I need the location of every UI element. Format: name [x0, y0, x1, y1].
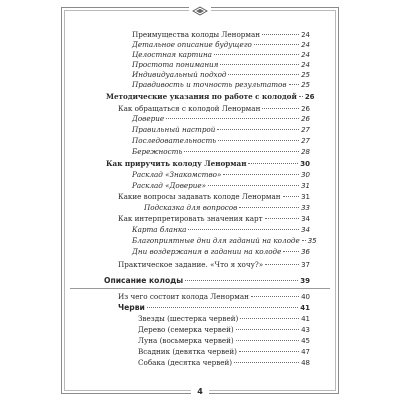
toc-entry[interactable]	[132, 236, 317, 245]
toc-entry[interactable]	[118, 292, 310, 301]
toc-entry-page: 26	[304, 93, 315, 101]
toc-entry-title: Карта бланка	[132, 225, 187, 234]
toc-leader	[254, 44, 299, 45]
toc-entry[interactable]	[132, 30, 310, 39]
toc-entry-page: 27	[301, 137, 310, 145]
toc-entry-page: 41	[300, 304, 310, 312]
toc-entry-page: 35	[307, 237, 317, 245]
toc-entry-title: Дерево (семерка червей)	[138, 325, 234, 334]
toc-section-heading[interactable]	[104, 276, 310, 286]
toc-leader	[248, 163, 298, 164]
toc-entry[interactable]	[118, 260, 310, 269]
toc-entry-page: 28	[301, 148, 310, 156]
toc-entry[interactable]	[118, 104, 310, 113]
toc-entry-title: Преимущества колоды Ленорман	[132, 30, 261, 39]
toc-leader	[220, 64, 299, 65]
toc-leader	[262, 34, 299, 35]
toc-entry[interactable]	[132, 125, 310, 134]
toc-entry-title: Благоприятные дни для гаданий на колоде	[132, 236, 300, 245]
toc-entry-title: Правильный настрой	[132, 125, 216, 134]
toc-entry-page: 30	[300, 160, 310, 168]
toc-leader	[239, 351, 299, 352]
toc-leader	[214, 54, 299, 55]
toc-leader	[302, 240, 306, 241]
toc-entry[interactable]	[132, 60, 310, 69]
toc-leader	[147, 307, 298, 308]
toc-entry[interactable]	[132, 114, 310, 123]
toc-entry-page: 43	[301, 326, 310, 334]
toc-entry-title: Расклад «Доверие»	[132, 181, 207, 190]
toc-entry-page: 26	[301, 105, 310, 113]
toc-entry-title: Простота понимания	[132, 60, 219, 69]
toc-entry-page: 34	[301, 215, 310, 223]
toc-entry-page: 30	[301, 171, 310, 179]
toc-entry-page: 40	[301, 293, 310, 301]
toc-entry-page: 34	[301, 226, 310, 234]
toc-leader	[184, 151, 299, 152]
toc-leader	[218, 140, 299, 141]
toc-entry-title: Подсказка для вопросов	[144, 203, 238, 212]
toc-entry-page: 24	[301, 31, 310, 39]
toc-leader	[228, 74, 299, 75]
toc-entry-title: Всадник (девятка червей)	[138, 347, 237, 356]
toc-entry[interactable]	[132, 80, 310, 89]
toc-leader	[265, 218, 299, 219]
toc-entry[interactable]	[138, 358, 310, 367]
toc-entry-title: Собака (десятка червей)	[138, 358, 233, 367]
toc-entry[interactable]	[144, 203, 310, 212]
toc-entry[interactable]	[132, 225, 310, 234]
toc-leader	[223, 174, 299, 175]
toc-entry[interactable]	[138, 336, 310, 345]
toc-entry-title: Дни воздержания в гадании на колоде	[132, 247, 282, 256]
toc-entry[interactable]	[132, 50, 310, 59]
ornament-icon	[189, 5, 211, 17]
toc-entry-page: 47	[301, 348, 310, 356]
toc-entry-title: Индивидуальный подход	[132, 70, 227, 79]
toc-entry[interactable]	[118, 214, 310, 223]
book-page	[60, 0, 340, 400]
toc-entry[interactable]	[132, 70, 310, 79]
toc-entry-title: Доверие	[132, 114, 165, 123]
toc-entry[interactable]	[138, 347, 310, 356]
toc-entry-title: Как приручить колоду Ленорман	[106, 159, 247, 168]
toc-entry[interactable]	[132, 181, 310, 190]
toc-entry[interactable]	[138, 325, 310, 334]
toc-leader	[166, 118, 299, 119]
toc-entry-title: Практическое задание. «Что я хочу?»	[118, 260, 264, 269]
toc-leader	[208, 185, 299, 186]
toc-entry-title: Луна (восьмерка червей)	[138, 336, 234, 345]
toc-entry[interactable]	[106, 92, 315, 101]
toc-leader	[188, 229, 299, 230]
toc-entry[interactable]	[118, 303, 310, 312]
toc-entry-page: 24	[301, 51, 310, 59]
toc-entry-page: 33	[301, 204, 310, 212]
toc-entry-page: 48	[301, 359, 310, 367]
toc-leader	[283, 251, 299, 252]
toc-entry-page: 25	[301, 71, 310, 79]
toc-entry-title: Описание колоды	[104, 276, 184, 285]
toc-entry-title: Детальное описание будущего	[132, 40, 252, 49]
toc-leader	[289, 84, 300, 85]
toc-entry-page: 31	[301, 182, 310, 190]
page-number: 4	[191, 385, 209, 399]
toc-entry-page: 27	[301, 126, 310, 134]
toc-entry-page: 37	[301, 261, 310, 269]
toc-entry-page: 24	[301, 61, 310, 69]
toc-entry[interactable]	[118, 192, 310, 201]
toc-entry-page: 45	[301, 337, 310, 345]
toc-entry-page: 36	[301, 248, 310, 256]
toc-entry-title: Звезды (шестерка червей)	[138, 314, 239, 323]
toc-entry-title: Какие вопросы задавать колоде Ленорман	[118, 192, 281, 201]
toc-entry[interactable]	[138, 314, 310, 323]
toc-entry-title: Методические указания по работе с колодой	[106, 92, 297, 101]
toc-entry-title: Расклад «Знакомство»	[132, 170, 222, 179]
toc-leader	[262, 108, 299, 109]
toc-leader	[217, 129, 299, 130]
toc-leader	[265, 264, 299, 265]
toc-entry-title: Как обращаться с колодой Ленорман	[118, 104, 261, 113]
toc-entry-page: 39	[300, 277, 310, 285]
toc-entry[interactable]	[132, 247, 310, 256]
toc-entry-title: Как интерпретировать значения карт	[118, 214, 263, 223]
toc-entry[interactable]	[106, 159, 310, 168]
toc-entry-title: Из чего состоит колода Ленорман	[118, 292, 249, 301]
toc-entry[interactable]	[132, 147, 310, 156]
toc-entry-page: 31	[301, 193, 310, 201]
toc-entry[interactable]	[132, 170, 310, 179]
toc-leader	[239, 207, 299, 208]
toc-entry-page: 24	[301, 41, 310, 49]
toc-leader	[236, 340, 299, 341]
toc-entry-title: Целостная картина	[132, 50, 212, 59]
toc-leader	[251, 296, 299, 297]
toc-leader	[234, 362, 299, 363]
toc-entry-title: Правдивость и точность результатов	[132, 80, 287, 89]
toc-leader	[185, 280, 298, 281]
toc-leader	[240, 318, 299, 319]
section-divider	[70, 288, 330, 289]
toc-entry-page: 26	[301, 115, 310, 123]
toc-entry-title: Бережность	[132, 147, 183, 156]
toc-leader	[283, 196, 300, 197]
toc-entry[interactable]	[132, 136, 310, 145]
toc-entry-title: Последовательность	[132, 136, 217, 145]
toc-entry[interactable]	[132, 40, 310, 49]
toc-leader	[236, 329, 299, 330]
toc-entry-title: Черви	[118, 303, 145, 312]
toc-leader	[299, 96, 303, 97]
toc-entry-page: 41	[301, 315, 310, 323]
toc-entry-page: 25	[301, 81, 310, 89]
